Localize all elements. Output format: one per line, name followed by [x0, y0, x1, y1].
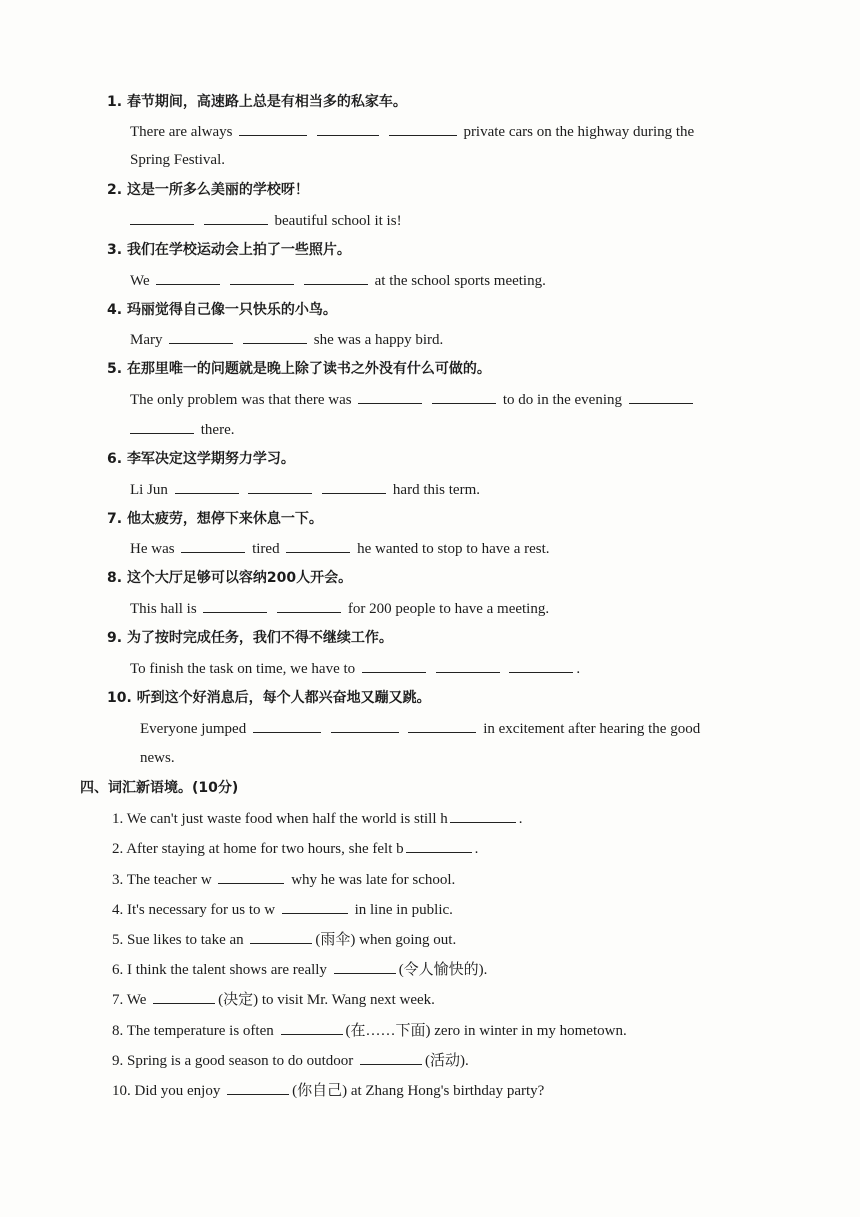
- s3-item7-english: He was tired he wanted to stop to have a rest.: [130, 538, 550, 559]
- s4-item2: 2. After staying at home for two hours, she felt b .: [112, 838, 478, 859]
- answer-blank[interactable]: [389, 121, 457, 136]
- answer-blank[interactable]: [281, 1020, 343, 1035]
- s3-item4-chinese: 4. 玛丽觉得自己像一只快乐的小鸟。: [107, 302, 337, 318]
- answer-blank[interactable]: [204, 210, 268, 225]
- s3-item10-english: Everyone jumped in excitement after hearing the good: [140, 718, 700, 739]
- answer-blank[interactable]: [322, 479, 386, 494]
- answer-blank[interactable]: [432, 389, 496, 404]
- s3-item8-chinese: 8. 这个大厅足够可以容纳200人开会。: [107, 570, 353, 586]
- s3-item6-english: Li Jun hard this term.: [130, 479, 480, 500]
- s3-item7-chinese: 7. 他太疲劳，想停下来休息一下。: [107, 511, 323, 527]
- s3-item1-english-cont: Spring Festival.: [130, 152, 226, 168]
- s3-item5-english-cont: there.: [130, 419, 234, 440]
- answer-blank[interactable]: [408, 718, 476, 733]
- answer-blank[interactable]: [227, 1080, 289, 1095]
- answer-blank[interactable]: [277, 598, 341, 613]
- s3-item10-chinese: 10. 听到这个好消息后，每个人都兴奋地又蹦又跳。: [107, 690, 431, 706]
- answer-blank[interactable]: [360, 1050, 422, 1065]
- s4-item7: 7. We (决定) to visit Mr. Wang next week.: [112, 989, 435, 1010]
- s4-item5: 5. Sue likes to take an (雨伞) when going out.: [112, 929, 456, 950]
- s3-item4-english: Mary she was a happy bird.: [130, 329, 443, 350]
- s4-item3: 3. The teacher w why he was late for school.: [112, 869, 455, 890]
- answer-blank[interactable]: [203, 598, 267, 613]
- answer-blank[interactable]: [243, 329, 307, 344]
- answer-blank[interactable]: [130, 210, 194, 225]
- answer-blank[interactable]: [169, 329, 233, 344]
- answer-blank[interactable]: [282, 899, 348, 914]
- answer-blank[interactable]: [156, 270, 220, 285]
- s3-item2-chinese: 2. 这是一所多么美丽的学校呀！: [107, 182, 309, 198]
- answer-blank[interactable]: [331, 718, 399, 733]
- s4-item10: 10. Did you enjoy (你自己) at Zhang Hong's birthday party?: [112, 1080, 544, 1101]
- section4-title: 四、词汇新语境。(10分): [80, 780, 239, 796]
- s3-item1-english: There are always private cars on the highway during the: [130, 121, 694, 142]
- answer-blank[interactable]: [248, 479, 312, 494]
- s3-item10-english-cont: news.: [140, 750, 175, 766]
- s3-item3-english: We at the school sports meeting.: [130, 270, 546, 291]
- answer-blank[interactable]: [181, 538, 245, 553]
- answer-blank[interactable]: [317, 121, 379, 136]
- answer-blank[interactable]: [230, 270, 294, 285]
- s4-item4: 4. It's necessary for us to w in line in public.: [112, 899, 453, 920]
- s3-item3-chinese: 3. 我们在学校运动会上拍了一些照片。: [107, 242, 351, 258]
- answer-blank[interactable]: [629, 389, 693, 404]
- answer-blank[interactable]: [218, 869, 284, 884]
- s3-item6-chinese: 6. 李军决定这学期努力学习。: [107, 451, 295, 467]
- answer-blank[interactable]: [509, 658, 573, 673]
- answer-blank[interactable]: [334, 959, 396, 974]
- answer-blank[interactable]: [304, 270, 368, 285]
- s4-item1: 1. We can't just waste food when half the world is still h .: [112, 808, 523, 829]
- s3-item2-english: beautiful school it is!: [127, 210, 402, 231]
- answer-blank[interactable]: [450, 808, 516, 823]
- s3-item8-english: This hall is for 200 people to have a meeting.: [130, 598, 549, 619]
- s3-item1-chinese: 1. 春节期间，高速路上总是有相当多的私家车。: [107, 94, 407, 110]
- s4-item6: 6. I think the talent shows are really (令人愉快的).: [112, 959, 487, 980]
- answer-blank[interactable]: [130, 419, 194, 434]
- s3-item5-chinese: 5. 在那里唯一的问题就是晚上除了读书之外没有什么可做的。: [107, 361, 491, 377]
- answer-blank[interactable]: [286, 538, 350, 553]
- s3-item9-chinese: 9. 为了按时完成任务，我们不得不继续工作。: [107, 630, 393, 646]
- s3-item5-english: The only problem was that there was to do in the evening: [130, 389, 696, 410]
- answer-blank[interactable]: [436, 658, 500, 673]
- s4-item9: 9. Spring is a good season to do outdoor (活动).: [112, 1050, 469, 1071]
- answer-blank[interactable]: [153, 989, 215, 1004]
- s3-item9-english: To finish the task on time, we have to .: [130, 658, 580, 679]
- answer-blank[interactable]: [250, 929, 312, 944]
- answer-blank[interactable]: [239, 121, 307, 136]
- answer-blank[interactable]: [358, 389, 422, 404]
- answer-blank[interactable]: [406, 838, 472, 853]
- answer-blank[interactable]: [175, 479, 239, 494]
- s4-item8: 8. The temperature is often (在……下面) zero in winter in my hometown.: [112, 1020, 627, 1041]
- answer-blank[interactable]: [253, 718, 321, 733]
- answer-blank[interactable]: [362, 658, 426, 673]
